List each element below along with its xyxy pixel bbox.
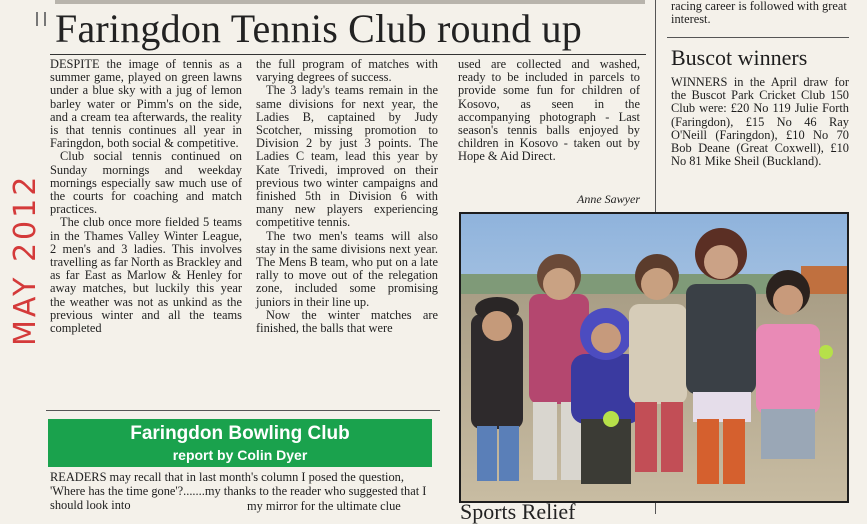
sidebar-continued-text: racing career is followed with great interest. <box>671 0 847 27</box>
handwritten-date-annotation: MAY 2012 <box>8 173 43 347</box>
section-divider <box>46 410 440 411</box>
paragraph: The 3 lady's teams remain in the same divisions for next year, the Ladies B, captained by Judy Scotcher, missing promotion to Division 2 by just 3 points. The Ladies C team, lead this year by Kate Trivedi, improved on their previous two winter campaigns and finished 5th in Division 6 with many new players experiencing competitive tennis. <box>256 83 438 230</box>
sidebar-body: WINNERS in the April draw for the Buscot Park Cricket Club 150 Club were: £20 No 119 Julie Forth (Faringdon), £15 No 46 Ray O'Neill (Faringdon), £10 No 70 Bob Deane (Great Coxwell), £10 No 81 Mike Sheil (Buckland). <box>671 75 849 169</box>
paragraph: DESPITE the image of tennis as a summer game, played on green lawns under a blue sky with a jug of lemon barley water or Pimm's on the side, and a cream tea afterwards, the reality is that tennis continues all year in Faringdon, both social & competitive. <box>50 57 242 151</box>
article-byline: Anne Sawyer <box>577 192 640 206</box>
paragraph: Club social tennis continued on Sunday mornings and weekday mornings especially saw much use of the courts for coaching and match practices. <box>50 149 242 217</box>
sidebar-divider <box>667 37 849 38</box>
bowling-club-title: Faringdon Bowling Club <box>130 423 350 444</box>
paragraph: The club once more fielded 5 teams in the Thames Valley Winter League, 2 men's and 3 ladies. This involves travelling as far North as Brackley and as far East as Marlow & Henley for away matches, but luckily this year the weather was not as unkind as the previous winter and all the teams completed <box>50 215 242 336</box>
children-photo <box>459 212 849 503</box>
paragraph: used are collected and washed, ready to be included in parcels to provide some fun for children of Kosovo, as seen in the accompanying photograph - Last season's tennis balls enjoyed by children in Kosovo - taken out by Hope & Aid Direct. <box>458 57 640 164</box>
bowling-club-subtitle: report by Colin Dyer <box>172 447 308 463</box>
article-column-3 <box>458 58 640 164</box>
bowling-club-body-continued: my mirror for the ultimate clue <box>247 499 401 513</box>
paragraph: The two men's teams will also stay in the same divisions next year. The Mens B team, who put on a late rally to move out of the relegation zone, included some promising juniors in their line up. <box>256 228 438 309</box>
bowling-club-body: READERS may recall that in last month's column I posed the question, 'Where has the time gone'?.......my thanks to the reader who suggested that I should look into <box>50 470 427 512</box>
paragraph: Now the winter matches are finished, the balls that were <box>256 307 438 336</box>
article-column-1 <box>50 58 242 335</box>
sidebar-heading: Buscot winners <box>671 45 808 70</box>
article-title: Faringdon Tennis Club round up <box>55 6 582 51</box>
column-marker <box>36 12 46 26</box>
next-article-heading: Sports Relief <box>460 499 576 524</box>
article-column-2 <box>256 58 438 335</box>
title-underline <box>50 54 646 55</box>
paragraph: the full program of matches with varying degrees of success. <box>256 57 438 85</box>
bowling-club-banner <box>48 419 432 467</box>
